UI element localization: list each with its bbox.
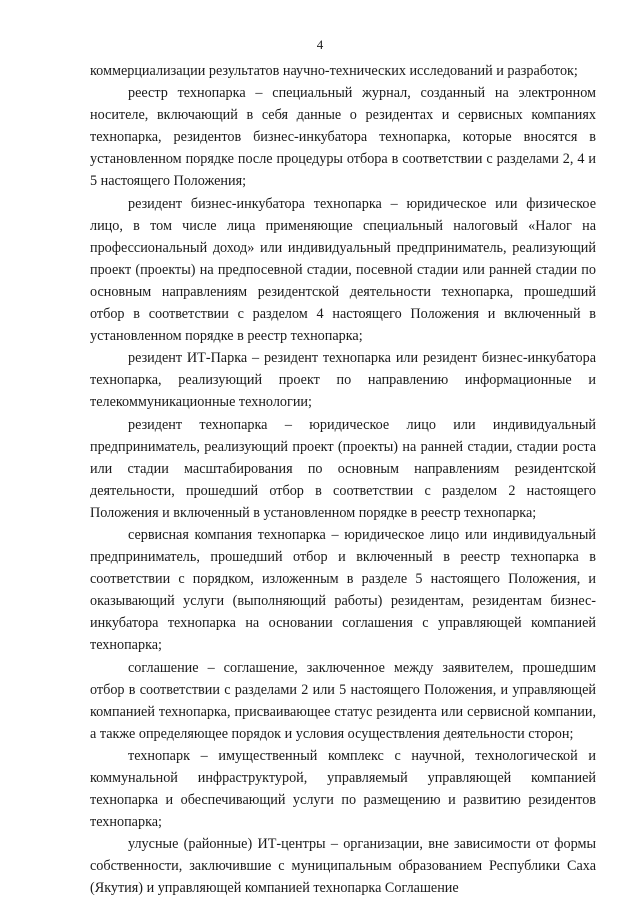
document-body (90, 60, 596, 900)
paragraph-technopark-registry: реестр технопарка – специальный журнал, созданный на электронном носителе, включающий в себя данные о резидентах и сервисных компаниях технопарка, резидентов бизнес-инкубатора технопарка, которые вносятся в установленном порядке после процедуры отбора в соответствии с разделами 2, 4 и 5 настоящего Положения; (90, 85, 596, 190)
paragraph-commercialization-continuation: коммерциализации результатов научно-технических исследований и разработок; (90, 63, 578, 79)
page-number: 4 (316, 37, 324, 52)
paragraph-it-park-resident: резидент ИТ-Парка – резидент технопарка или резидент бизнес-инкубатора технопарка, реализующий проект по направлению информационные и телекоммуникационные технологии; (90, 350, 596, 411)
paragraph-technopark: технопарк – имущественный комплекс с научной, технологической и коммунальной инфраструктурой, управляемый управляющей компанией технопарка и обеспечивающий услуги по размещению и развитию резидентов технопарка; (90, 747, 596, 831)
paragraph-district-it-centers: улусные (районные) ИТ-центры – организации, вне зависимости от формы собственности, заключившие с муниципальным образованием Республики Саха (Якутия) и управляющей компанией технопарка Соглашение (90, 836, 596, 897)
paragraph-technopark-resident: резидент технопарка – юридическое лицо или индивидуальный предприниматель, реализующий проект (проекты) на ранней стадии, стадии роста или стадии масштабирования по основным направлениям резидентской деятельности, прошедший отбор в соответствии с разделом 2 настоящего Положения и включенный в установленном порядке в реестр технопарка; (90, 416, 596, 521)
paragraph-incubator-resident: резидент бизнес-инкубатора технопарка – юридическое или физическое лицо, в том числе лица применяющие специальный налоговый «Налог на профессиональный доход» или индивидуальный предприниматель, реализующий проект (проекты) на предпосевной стадии, посевной стадии или ранней стадии по основным направлениям резидентской деятельности технопарка, прошедший отбор в соответствии с разделом 4 настоящего Положения и включенный в установленном порядке в реестр технопарка; (90, 195, 596, 345)
paragraph-service-company: сервисная компания технопарка – юридическое лицо или индивидуальный предприниматель, прошедший отбор и включенный в реестр технопарка в соответствии с порядком, изложенным в разделе 5 настоящего Положения, и оказывающий услуги (выполняющий работы) резидентам, резидентам бизнес-инкубатора технопарка на основании соглашения с управляющей компанией технопарка; (90, 526, 596, 654)
paragraph-agreement: соглашение – соглашение, заключенное между заявителем, прошедшим отбор в соответствии с разделами 2 или 5 настоящего Положения, и управляющей компанией технопарка, присваивающее статус резидента или сервисной компании, а также определяющее порядок и условия осуществления деятельности сторон; (90, 659, 596, 742)
